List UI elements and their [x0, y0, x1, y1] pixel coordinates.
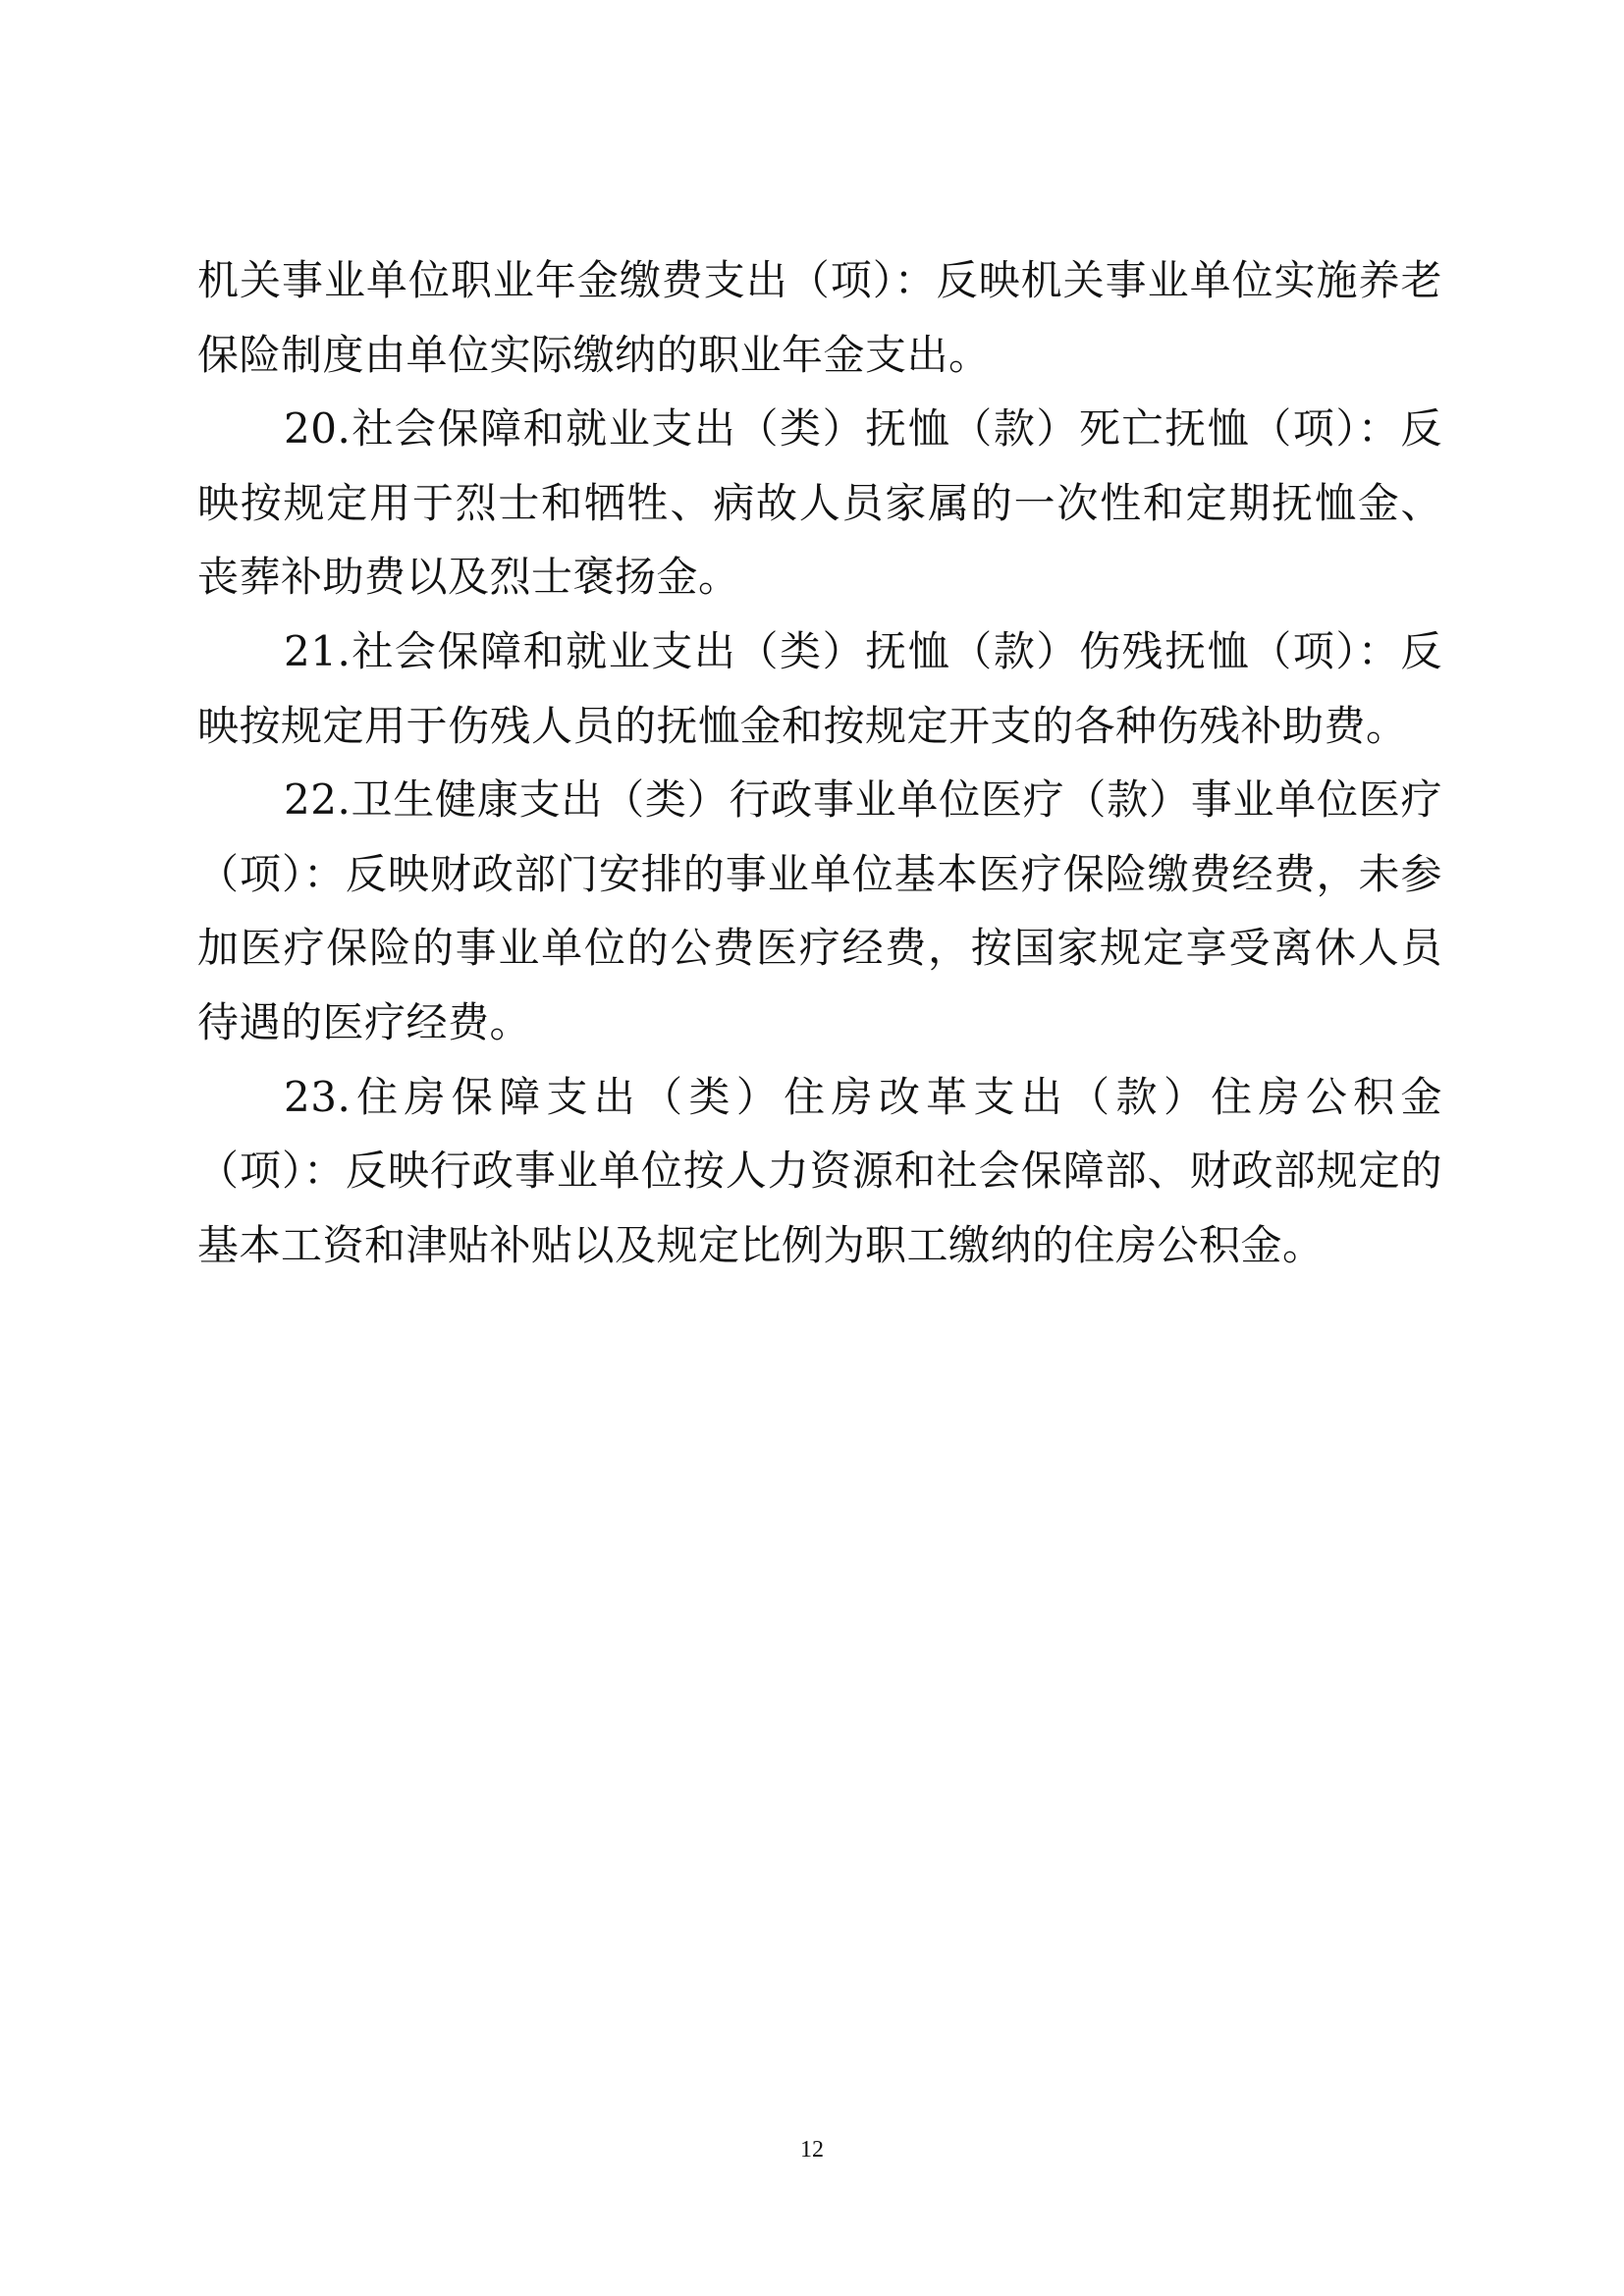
paragraph-item-21: 21.社会保障和就业支出（类）抚恤（款）伤残抚恤（项）：反映按规定用于伤残人员的抚恤金和按规定开支的各种伤残补助费。	[197, 626, 1442, 750]
paragraph-item-23: 23.住房保障支出（类）住房改革支出（款）住房公积金（项）：反映行政事业单位按人力资源和社会保障部、财政部规定的基本工资和津贴补贴以及规定比例为职工缴纳的住房公积金。	[197, 1072, 1442, 1269]
paragraph-item-22: 22.卫生健康支出（类）行政事业单位医疗（款）事业单位医疗（项）：反映财政部门安排的事业单位基本医疗保险缴费经费，未参加医疗保险的事业单位的公费医疗经费，按国家规定享受离休人员待遇的医疗经费。	[197, 775, 1442, 1046]
paragraph-pension-contribution: 机关事业单位职业年金缴费支出（项）：反映机关事业单位实施养老保险制度由单位实际缴纳的职业年金支出。	[197, 256, 1442, 379]
page-number: 12	[800, 2137, 824, 2163]
document-body	[197, 243, 1442, 1282]
paragraph-item-20: 20.社会保障和就业支出（类）抚恤（款）死亡抚恤（项）：反映按规定用于烈士和牺牲、病故人员家属的一次性和定期抚恤金、丧葬补助费以及烈士褒扬金。	[197, 404, 1442, 602]
